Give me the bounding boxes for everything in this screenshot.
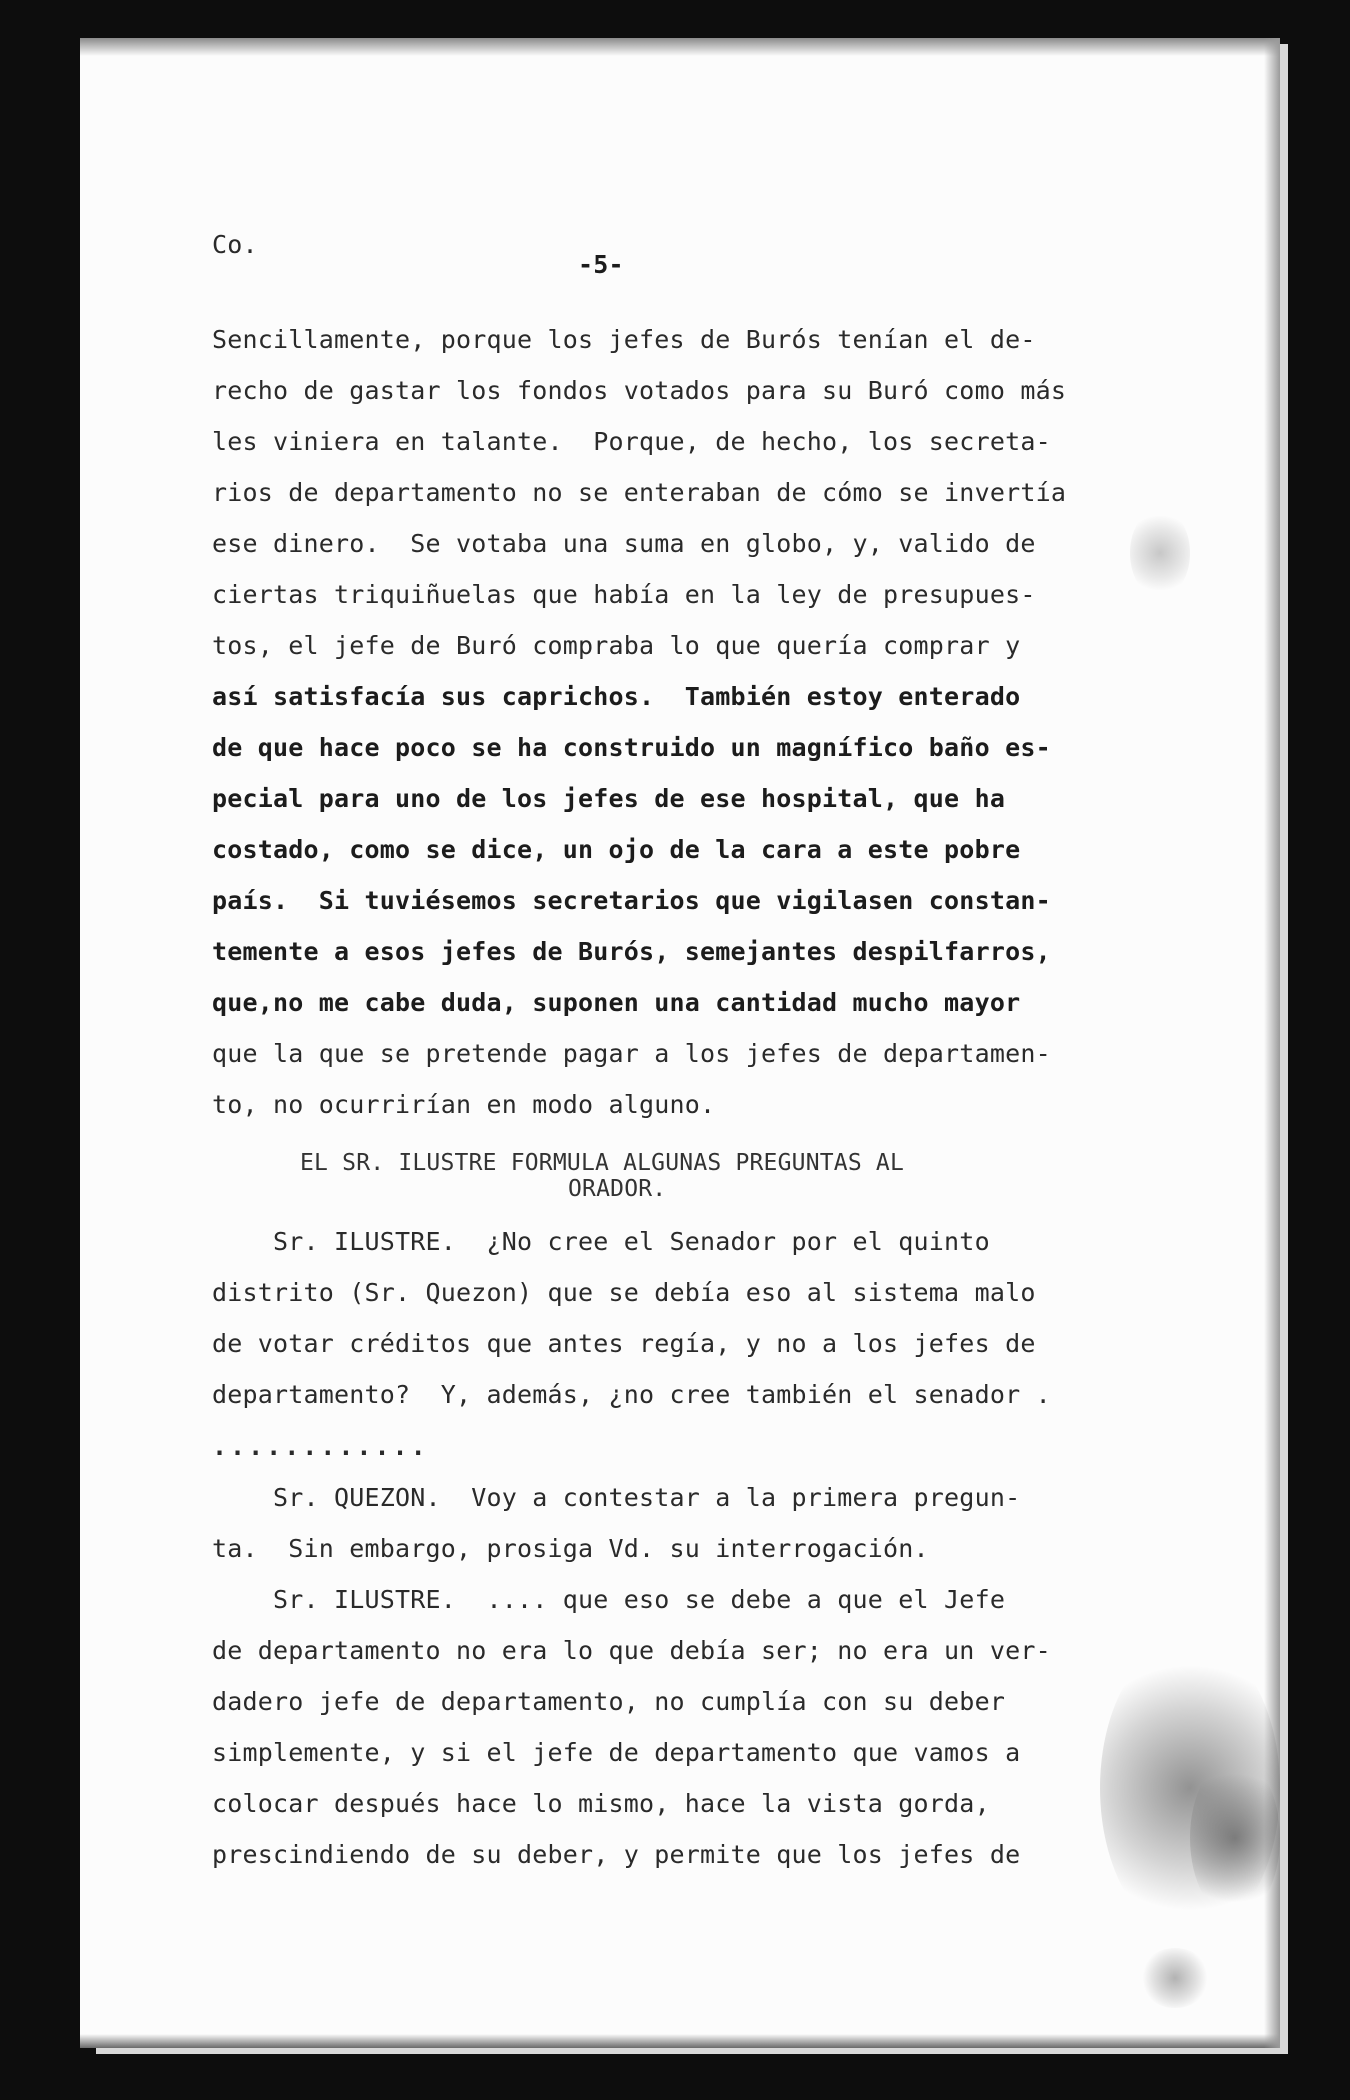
text-line: prescindiendo de su deber, y permite que los jefes de bbox=[212, 1840, 1021, 1869]
text-line: ciertas triquiñuelas que había en la ley de presupues- bbox=[212, 580, 1036, 609]
text-line: tos, el jefe de Buró compraba lo que quería comprar y bbox=[212, 631, 1021, 660]
bottom-edge-shadow bbox=[80, 2034, 1280, 2048]
text-line: Sr. ILUSTRE. ¿No cree el Senador por el quinto bbox=[212, 1227, 990, 1256]
text-line: ta. Sin embargo, prosiga Vd. su interrogación. bbox=[212, 1534, 929, 1563]
text-line: simplemente, y si el jefe de departamento que vamos a bbox=[212, 1738, 1021, 1767]
section-heading: EL SR. ILUSTRE FORMULA ALGUNAS PREGUNTAS AL bbox=[300, 1150, 905, 1176]
text-line: rios de departamento no se enteraban de cómo se invertía bbox=[212, 478, 1067, 507]
ink-smudge bbox=[1130, 508, 1190, 598]
text-line: recho de gastar los fondos votados para su Buró como más bbox=[212, 376, 1067, 405]
ellipsis-line: ............ bbox=[212, 1432, 429, 1461]
text-line: to, no ocurrirían en modo alguno. bbox=[212, 1090, 716, 1119]
text-line: departamento? Y, además, ¿no cree también el senador . bbox=[212, 1380, 1051, 1409]
text-line: ese dinero. Se votaba una suma en globo, y, valido de bbox=[212, 529, 1036, 558]
text-line: que la que se pretende pagar a los jefes de departamen- bbox=[212, 1039, 1051, 1068]
text-line: distrito (Sr. Quezon) que se debía eso al sistema malo bbox=[212, 1278, 1036, 1307]
text-line: Sencillamente, porque los jefes de Burós tenían el de- bbox=[212, 325, 1036, 354]
section-heading: ORADOR. bbox=[568, 1176, 667, 1202]
top-edge-shadow bbox=[80, 38, 1280, 56]
text-line: de votar créditos que antes regía, y no a los jefes de bbox=[212, 1329, 1036, 1358]
text-line: de departamento no era lo que debía ser; no era un ver- bbox=[212, 1636, 1051, 1665]
corner-mark: Co. bbox=[212, 230, 258, 259]
text-line: de que hace poco se ha construido un magnífico baño es- bbox=[212, 733, 1051, 762]
text-line: costado, como se dice, un ojo de la cara a este pobre bbox=[212, 835, 1021, 864]
text-line: les viniera en talante. Porque, de hecho, los secreta- bbox=[212, 427, 1051, 456]
text-line: pecial para uno de los jefes de ese hospital, que ha bbox=[212, 784, 1006, 813]
text-line: país. Si tuviésemos secretarios que vigilasen constan- bbox=[212, 886, 1051, 915]
text-line: colocar después hace lo mismo, hace la vista gorda, bbox=[212, 1789, 990, 1818]
page-number: -5- bbox=[578, 250, 624, 279]
text-line: así satisfacía sus caprichos. También estoy enterado bbox=[212, 682, 1021, 711]
text-line: temente a esos jefes de Burós, semejantes despilfarros, bbox=[212, 937, 1051, 966]
text-line: Sr. QUEZON. Voy a contestar a la primera pregun- bbox=[212, 1483, 1021, 1512]
text-line: Sr. ILUSTRE. .... que eso se debe a que el Jefe bbox=[212, 1585, 1006, 1614]
text-line: que,no me cabe duda, suponen una cantidad mucho mayor bbox=[212, 988, 1021, 1017]
ink-smudge bbox=[1190, 1758, 1280, 1918]
ink-smudge bbox=[1140, 1948, 1210, 2008]
text-line: dadero jefe de departamento, no cumplía con su deber bbox=[212, 1687, 1006, 1716]
